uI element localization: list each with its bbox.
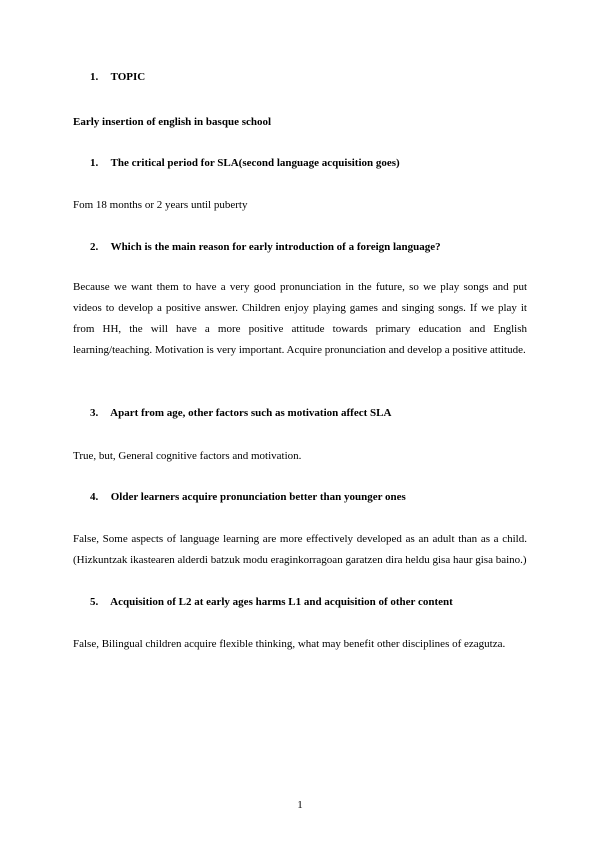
section-2-answer: Because we want them to have a very good pronunciation in the future, so we play songs and put videos to develop a positive answer. Children enjoy playing games and singing songs. If we play it from HH, the will have a more positive attitude towards primary education and English learning/teaching. Motivation is very important. Acquire pronunciation and develop a positive attitude.: [73, 281, 527, 356]
section-question-text: Older learners acquire pronunciation better than younger ones: [110, 491, 406, 503]
section-4-answer: False, Some aspects of language learning are more effectively developed as an adult than as a child. (Hizkuntzak ikastearen alderdi batzuk modu eraginkorragoan garatzen dira heldu gisa haur gisa baino.): [73, 533, 527, 566]
section-5-answer: False, Bilingual children acquire flexible thinking, what may benefit other disciplines of ezagutza.: [73, 638, 506, 650]
section-number: 5.: [90, 596, 99, 608]
heading-text: TOPIC: [110, 71, 146, 83]
section-number: 2.: [90, 241, 99, 253]
section-4-question: [90, 487, 527, 508]
heading-topic: [90, 67, 527, 88]
section-question-text: Apart from age, other factors such as motivation affect SLA: [110, 407, 392, 419]
section-number: 3.: [90, 407, 99, 419]
section-3-answer: True, but, General cognitive factors and motivation.: [73, 450, 302, 462]
page-number: 1: [297, 799, 303, 811]
section-number: 1.: [90, 157, 99, 169]
section-number: 4.: [90, 491, 99, 503]
heading-number: 1.: [90, 71, 99, 83]
section-question-text: Which is the main reason for early introduction of a foreign language?: [110, 241, 441, 253]
section-question-text: Acquisition of L2 at early ages harms L1 and acquisition of other content: [110, 596, 453, 608]
section-5-question: [90, 592, 527, 613]
section-3-question: [90, 403, 527, 424]
document-subtitle: Early insertion of english in basque school: [73, 116, 272, 128]
section-question-text: The critical period for SLA(second language acquisition goes): [110, 157, 400, 169]
section-1-question: [90, 153, 527, 174]
section-1-answer: Fom 18 months or 2 years until puberty: [73, 199, 248, 211]
section-2-question: [90, 237, 527, 258]
